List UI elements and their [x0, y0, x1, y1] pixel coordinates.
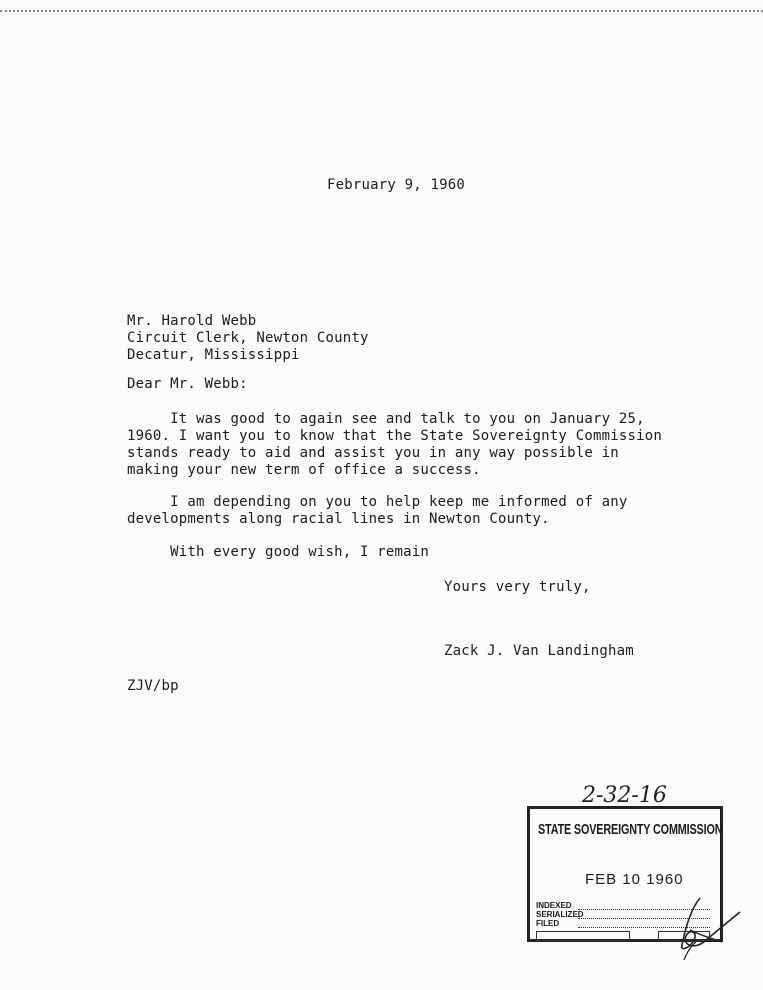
paragraph-line: developments along racial lines in Newton County. — [127, 511, 550, 527]
recipient-address — [127, 313, 369, 364]
paragraph-line: making your new term of office a success. — [127, 462, 481, 478]
handwritten-file-number: 2-32-16 — [582, 783, 667, 808]
body-paragraph-1 — [127, 411, 662, 479]
paragraph-line: I am depending on you to help keep me informed of any — [127, 494, 628, 510]
paragraph-line: It was good to again see and talk to you on January 25, — [127, 411, 645, 427]
stamp-filed-label: FILED — [536, 919, 560, 928]
body-paragraph-2 — [127, 494, 627, 528]
signer-name: Zack J. Van Landingham — [444, 643, 634, 659]
body-paragraph-3: With every good wish, I remain — [127, 544, 430, 560]
page-top-edge — [0, 0, 763, 12]
letter-date: February 9, 1960 — [327, 177, 466, 193]
stamp-indexed-label: INDEXED — [536, 901, 572, 910]
complimentary-closing: Yours very truly, — [444, 579, 591, 595]
stamp-serialized-label: SERIALIZED — [536, 910, 584, 919]
stamp-received-date: FEB 10 1960 — [585, 871, 684, 888]
address-line: Mr. Harold Webb — [127, 313, 257, 329]
paragraph-line: stands ready to aid and assist you in any way possible in — [127, 445, 619, 461]
paragraph-line: 1960. I want you to know that the State Sovereignty Commission — [127, 428, 662, 444]
salutation: Dear Mr. Webb: — [127, 376, 248, 392]
address-line: Decatur, Mississippi — [127, 347, 300, 363]
stamp-box — [536, 931, 630, 941]
address-line: Circuit Clerk, Newton County — [127, 330, 369, 346]
handwritten-initial-mark — [660, 890, 745, 965]
stamp-title: STATE SOVEREIGNTY COMMISSION — [538, 821, 723, 838]
reference-initials: ZJV/bp — [127, 678, 179, 694]
